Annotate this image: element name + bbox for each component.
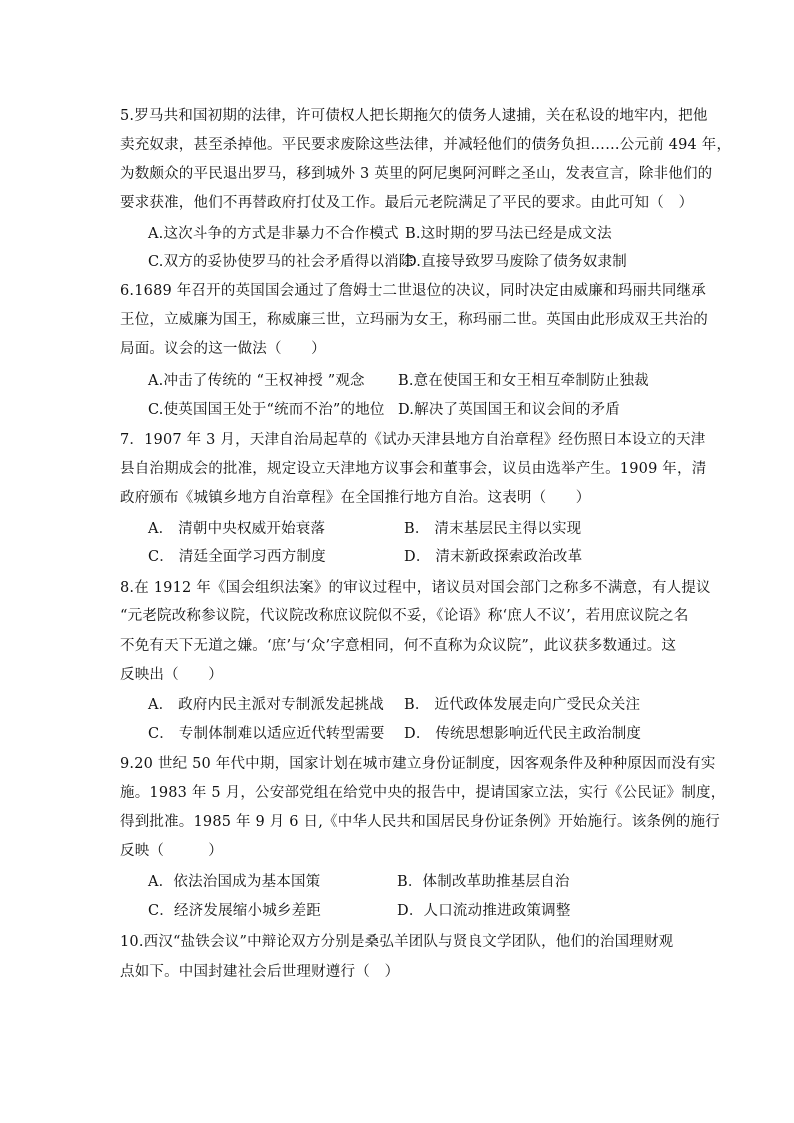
question-7-line-3: 政府颁布《城镇乡地方自治章程》在全国推行地方自治。这表明（ ） (120, 490, 591, 506)
question-6-option-c: C.使英国国王处于“统而不治”的地位 (148, 402, 385, 418)
question-5-option-a: A.这次斗争的方式是非暴力不合作模式 (148, 226, 399, 242)
question-9-option-c: C．经济发展缩小城乡差距 (148, 903, 321, 919)
question-9-line-2: 施。1983 年 5 月，公安部党组在给党中央的报告中，提请国家立法，实行《公民证》制度， (120, 785, 726, 801)
question-10-line-2: 点如下。中国封建社会后世理财遵行（ ） (120, 964, 400, 980)
question-9-option-b: B．体制改革助推基层自治 (397, 874, 570, 890)
question-8-option-d: D． 传统思想影响近代民主政治制度 (404, 726, 642, 742)
question-5-line-1: 5.罗马共和国初期的法律，许可债权人把长期拖欠的债务人逮捕，关在私设的地牢内，把他 (120, 108, 708, 124)
question-8-option-a: A． 政府内民主派对专制派发起挑战 (148, 697, 384, 713)
question-9-option-d: D．人口流动推进政策调整 (397, 903, 571, 919)
question-7-option-a: A． 清朝中央权威开始衰落 (148, 521, 326, 537)
question-5-line-2: 卖充奴隶，甚至杀掉他。平民要求废除这些法律，并减轻他们的债务负担……公元前 494 年， (120, 137, 732, 153)
question-6-line-3: 局面。议会的这一做法（ ） (120, 341, 326, 357)
question-6-option-d: D.解决了英国国王和议会间的矛盾 (398, 402, 620, 418)
question-6-line-1: 6.1689 年召开的英国国会通过了詹姆士二世退位的决议，同时决定由威廉和玛丽共同继承 (120, 283, 706, 299)
question-7-line-2: 县自治期成会的批准，规定设立天津地方议事会和董事会，议员由选举产生。1909 年，清 (120, 461, 707, 477)
question-8-option-b: B． 近代政体发展走向广受民众关注 (404, 697, 641, 713)
question-9-line-4: 反映（ ） (120, 843, 223, 859)
question-9-line-3: 得到批准。1985 年 9 月 6 日,《中华人民共和国居民身份证条例》开始施行。该条例的施行 (120, 814, 720, 830)
question-5-option-c: C.双方的妥协使罗马的社会矛盾得以消除 (148, 254, 414, 270)
question-5-option-d: D.直接导致罗马废除了债务奴隶制 (405, 254, 627, 270)
question-5-line-3: 为数颇众的平民退出罗马，移到城外 3 英里的阿尼奥阿河畔之圣山，发表宣言，除非他们的 (120, 166, 713, 182)
question-10-line-1: 10.西汉“盐铁会议”中辩论双方分别是桑弘羊团队与贤良文学团队，他们的治国理财观 (120, 934, 674, 950)
question-6-option-b: B.意在使国王和女王相互牵制防止独裁 (398, 373, 649, 389)
question-5-line-4: 要求获准，他们不再替政府打仗及工作。最后元老院满足了平民的要求。由此可知（ ） (120, 195, 694, 211)
question-8-line-4: 反映出（ ） (120, 667, 223, 683)
question-8-line-2: “元老院改称参议院，代议院改称庶议院似不妥，《论语》称‘庶人不议’，若用庶议院之名 (120, 608, 689, 624)
question-6-option-a: A.冲击了传统的 “王权神授 ”观念 (148, 373, 365, 389)
question-8-line-1: 8.在 1912 年《国会组织法案》的审议过程中，诸议员对国会部门之称多不满意，有人提议 (120, 580, 711, 596)
question-9-line-1: 9.20 世纪 50 年代中期，国家计划在城市建立身份证制度，因客观条件及种种原因而没有实 (120, 756, 716, 772)
question-6-line-2: 王位，立威廉为国王，称威廉三世，立玛丽为女王，称玛丽二世。英国由此形成双王共治的 (120, 312, 708, 328)
question-5-option-b: B.这时期的罗马法已经是成文法 (405, 226, 612, 242)
question-7-option-b: B． 清末基层民主得以实现 (404, 521, 582, 537)
question-8-line-3: 不免有天下无道之嫌。‘庶’与‘众’字意相同，何不直称为众议院”，此议获多数通过。这 (120, 638, 677, 654)
question-8-option-c: C． 专制体制难以适应近代转型需要 (148, 726, 385, 742)
question-7-option-c: C． 清廷全面学习西方制度 (148, 549, 326, 565)
question-7-line-1: 7．1907 年 3 月，天津自治局起草的《试办天津县地方自治章程》经伤照日本设立的天津 (120, 432, 706, 448)
question-9-option-a: A．依法治国成为基本国策 (148, 874, 321, 890)
question-7-option-d: D． 清末新政探索政治改革 (404, 549, 583, 565)
